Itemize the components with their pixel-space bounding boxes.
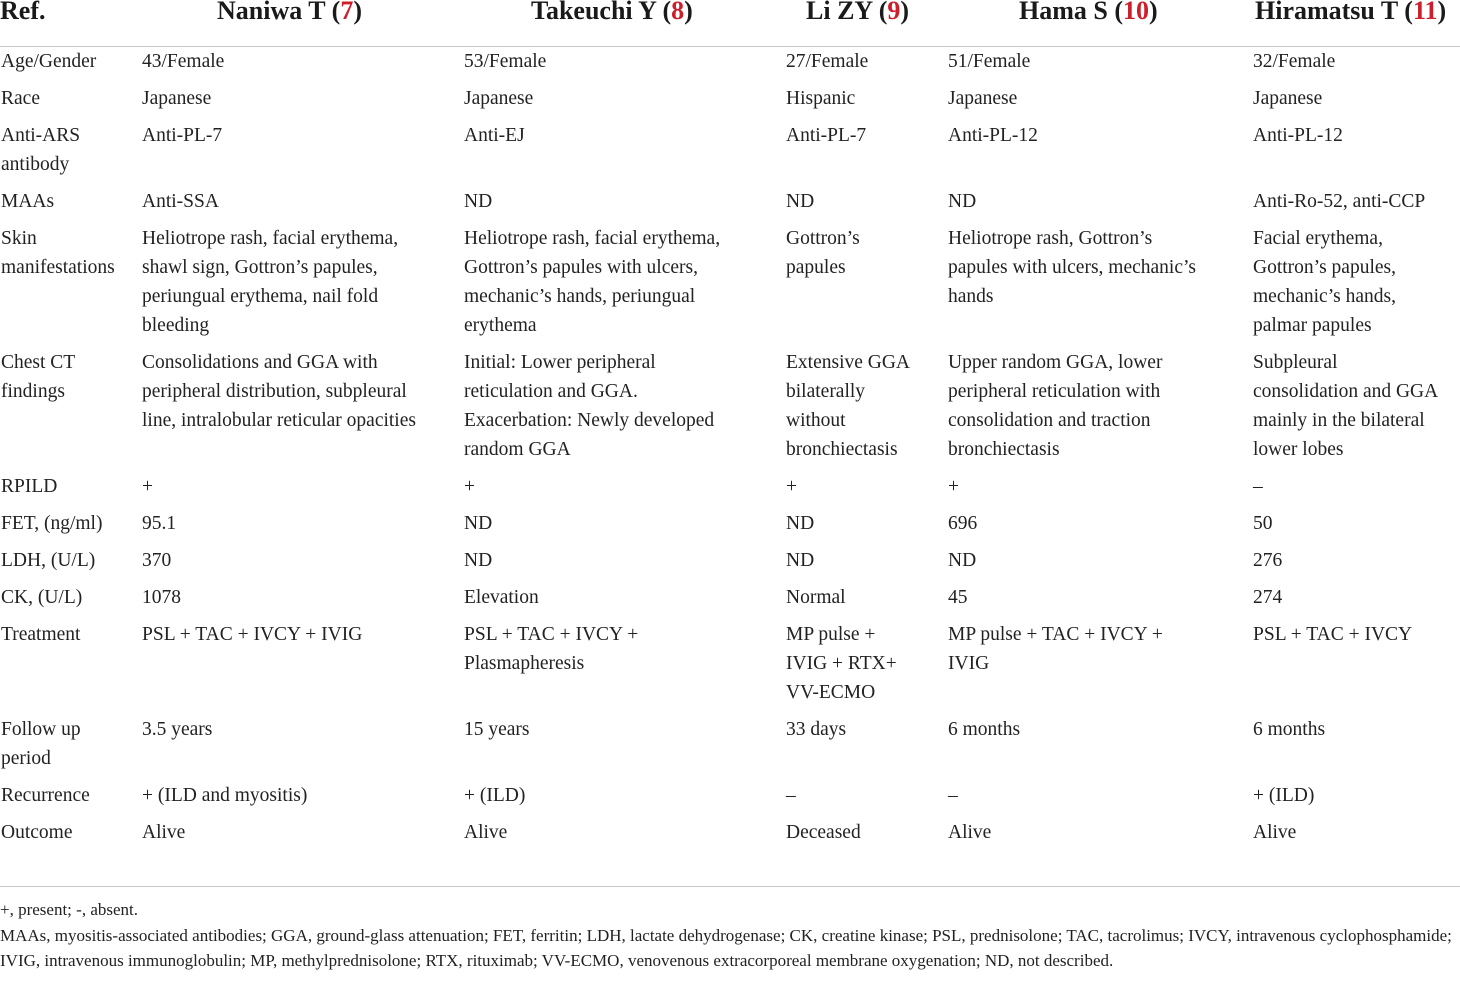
- table-cell: Alive: [1253, 822, 1297, 843]
- table-cell: 6 months: [948, 719, 1021, 740]
- table-cell: ND: [948, 191, 977, 212]
- table-cell: 276: [1253, 550, 1283, 571]
- row-label: Follow up period: [1, 719, 81, 769]
- table-cell: Normal: [786, 587, 846, 608]
- table-cell: Heliotrope rash, Gottron’s papules with ulcers, mechanic’s hands: [948, 228, 1197, 307]
- row-label: Age/Gender: [1, 51, 97, 72]
- row-label: MAAs: [1, 191, 55, 212]
- table-cell: Anti-EJ: [464, 125, 525, 146]
- column-header-4: Hama S (10): [1019, 0, 1158, 28]
- table-cell: 51/Female: [948, 51, 1031, 72]
- author-name: Li ZY: [806, 0, 873, 25]
- table-cell: Anti-SSA: [142, 191, 219, 212]
- table-cell: ND: [464, 550, 493, 571]
- footnote-symbols: +, present; -, absent.: [0, 900, 138, 919]
- column-header-1: Naniwa T (7): [217, 0, 362, 28]
- table-cell: 370: [142, 550, 172, 571]
- table-cell: 696: [948, 513, 978, 534]
- reference-link-7[interactable]: 7: [340, 0, 354, 25]
- table-cell: ND: [786, 550, 815, 571]
- table-cell: + (ILD): [464, 785, 526, 806]
- table-cell: ND: [464, 191, 493, 212]
- row-label: FET, (ng/ml): [1, 513, 103, 534]
- table-cell: 95.1: [142, 513, 177, 534]
- table-cell: Alive: [464, 822, 508, 843]
- table-cell: Japanese: [142, 88, 212, 109]
- table-row: [0, 84, 1460, 121]
- table-row: [0, 187, 1460, 224]
- table-cell: 27/Female: [786, 51, 869, 72]
- table-cell: Upper random GGA, lower peripheral reticulation with consolidation and traction bronchiectasis: [948, 352, 1163, 460]
- table-cell: 3.5 years: [142, 719, 213, 740]
- reference-link-11[interactable]: 11: [1412, 0, 1438, 25]
- table-cell: Anti-PL-7: [786, 125, 867, 146]
- table-cell: 50: [1253, 513, 1273, 534]
- table-row: [0, 546, 1460, 583]
- row-label: CK, (U/L): [1, 587, 83, 608]
- row-label: Skin manifestations: [1, 228, 115, 278]
- row-label: Anti-ARS antibody: [1, 125, 81, 175]
- table-cell: 15 years: [464, 719, 530, 740]
- table-cell: –: [786, 785, 796, 806]
- table-cell: 6 months: [1253, 719, 1326, 740]
- author-name: Hiramatsu T: [1255, 0, 1398, 25]
- table-cell: +: [142, 476, 153, 497]
- table-cell: Gottron’s papules: [786, 228, 860, 278]
- table-cell: +: [464, 476, 475, 497]
- table-cell: Heliotrope rash, facial erythema, shawl sign, Gottron’s papules, periungual erythema, nail fold bleeding: [142, 228, 399, 336]
- table-cell: 43/Female: [142, 51, 225, 72]
- table-cell: 32/Female: [1253, 51, 1336, 72]
- table-cell: PSL + TAC + IVCY + Plasmapheresis: [464, 624, 639, 674]
- table-row: [0, 47, 1460, 84]
- author-name: Naniwa T: [217, 0, 326, 25]
- table-row: [0, 121, 1460, 187]
- author-name: Hama S: [1019, 0, 1108, 25]
- table-body: [0, 47, 1460, 843]
- table-cell: 53/Female: [464, 51, 547, 72]
- table-cell: Elevation: [464, 587, 539, 608]
- table-cell: + (ILD): [1253, 785, 1315, 806]
- table-cell: 1078: [142, 587, 181, 608]
- column-header-2: Takeuchi Y (8): [531, 0, 693, 28]
- table-cell: Heliotrope rash, facial erythema, Gottron’s papules with ulcers, mechanic’s hands, periungual erythema: [464, 228, 721, 336]
- table-cell: +: [948, 476, 959, 497]
- table-cell: ND: [948, 550, 977, 571]
- table-cell: Anti-PL-12: [948, 125, 1038, 146]
- table-cell: Hispanic: [786, 88, 856, 109]
- table-cell: 33 days: [786, 719, 847, 740]
- row-label: Treatment: [1, 624, 81, 645]
- table-cell: MP pulse + TAC + IVCY + IVIG: [948, 624, 1163, 674]
- table-cell: Anti-Ro-52, anti-CCP: [1253, 191, 1426, 212]
- table-row: [0, 348, 1460, 472]
- row-label: RPILD: [1, 476, 58, 497]
- column-header-5: Hiramatsu T (11): [1255, 0, 1446, 28]
- table-row: [0, 509, 1460, 546]
- table-cell: Initial: Lower peripheral reticulation and GGA. Exacerbation: Newly developed random GGA: [464, 352, 715, 460]
- row-label: LDH, (U/L): [1, 550, 96, 571]
- table-cell: ND: [464, 513, 493, 534]
- table-row: [0, 472, 1460, 509]
- row-label: Recurrence: [1, 785, 90, 806]
- table-cell: Japanese: [464, 88, 534, 109]
- table-cell: Anti-PL-12: [1253, 125, 1343, 146]
- author-name: Takeuchi Y: [531, 0, 656, 25]
- footnote-abbreviations: MAAs, myositis-associated antibodies; GGA, ground-glass attenuation; FET, ferritin; LDH, lactate dehydrogenase; CK, creatine kinase; PSL, prednisolone; TAC, tacrolimus; IVCY, intravenous cyclophosphamide; IVIG, intravenous immunoglobulin; MP, methylprednisolone; RTX, rituximab; VV-ECMO, venovenous extracorporeal membrane oxygenation; ND, not described.: [0, 925, 1452, 970]
- table-cell: Alive: [142, 822, 186, 843]
- table-cell: + (ILD and myositis): [142, 785, 308, 806]
- table-row: [0, 620, 1460, 715]
- table-cell: 274: [1253, 587, 1283, 608]
- table-cell: ND: [786, 191, 815, 212]
- table-cell: PSL + TAC + IVCY: [1253, 624, 1413, 645]
- table-cell: Japanese: [1253, 88, 1323, 109]
- table-cell: 45: [948, 587, 968, 608]
- table-row: [0, 781, 1460, 818]
- table-cell: Alive: [948, 822, 992, 843]
- table-cell: ND: [786, 513, 815, 534]
- table-row: [0, 715, 1460, 781]
- table-cell: –: [1253, 476, 1263, 497]
- row-label: Race: [1, 88, 40, 109]
- reference-link-10[interactable]: 10: [1123, 0, 1150, 25]
- table-row: [0, 224, 1460, 348]
- row-label: Chest CT findings: [1, 352, 76, 402]
- table-cell: –: [948, 785, 958, 806]
- table-cell: Extensive GGA bilaterally without bronchiectasis: [786, 352, 911, 460]
- ref-header-label: Ref.: [0, 0, 46, 25]
- table-footnotes: [0, 897, 1460, 974]
- table-cell: PSL + TAC + IVCY + IVIG: [142, 624, 363, 645]
- reference-link-9[interactable]: 9: [887, 0, 901, 25]
- row-label: Outcome: [1, 822, 73, 843]
- reference-link-8[interactable]: 8: [671, 0, 685, 25]
- table-cell: Consolidations and GGA with peripheral distribution, subpleural line, intralobular reticular opacities: [142, 352, 416, 431]
- table-cell: Anti-PL-7: [142, 125, 223, 146]
- column-header-3: Li ZY (9): [806, 0, 909, 28]
- table-cell: Japanese: [948, 88, 1018, 109]
- table-cell: Subpleural consolidation and GGA mainly in the bilateral lower lobes: [1253, 352, 1439, 460]
- table-cell: +: [786, 476, 797, 497]
- table-header: [0, 0, 1460, 47]
- table-cell: Facial erythema, Gottron’s papules, mechanic’s hands, palmar papules: [1253, 228, 1396, 336]
- table-cell: Deceased: [786, 822, 861, 843]
- table-row: [0, 583, 1460, 620]
- footnote-divider: [0, 886, 1460, 887]
- table-cell: MP pulse + IVIG + RTX+ VV-ECMO: [786, 624, 897, 703]
